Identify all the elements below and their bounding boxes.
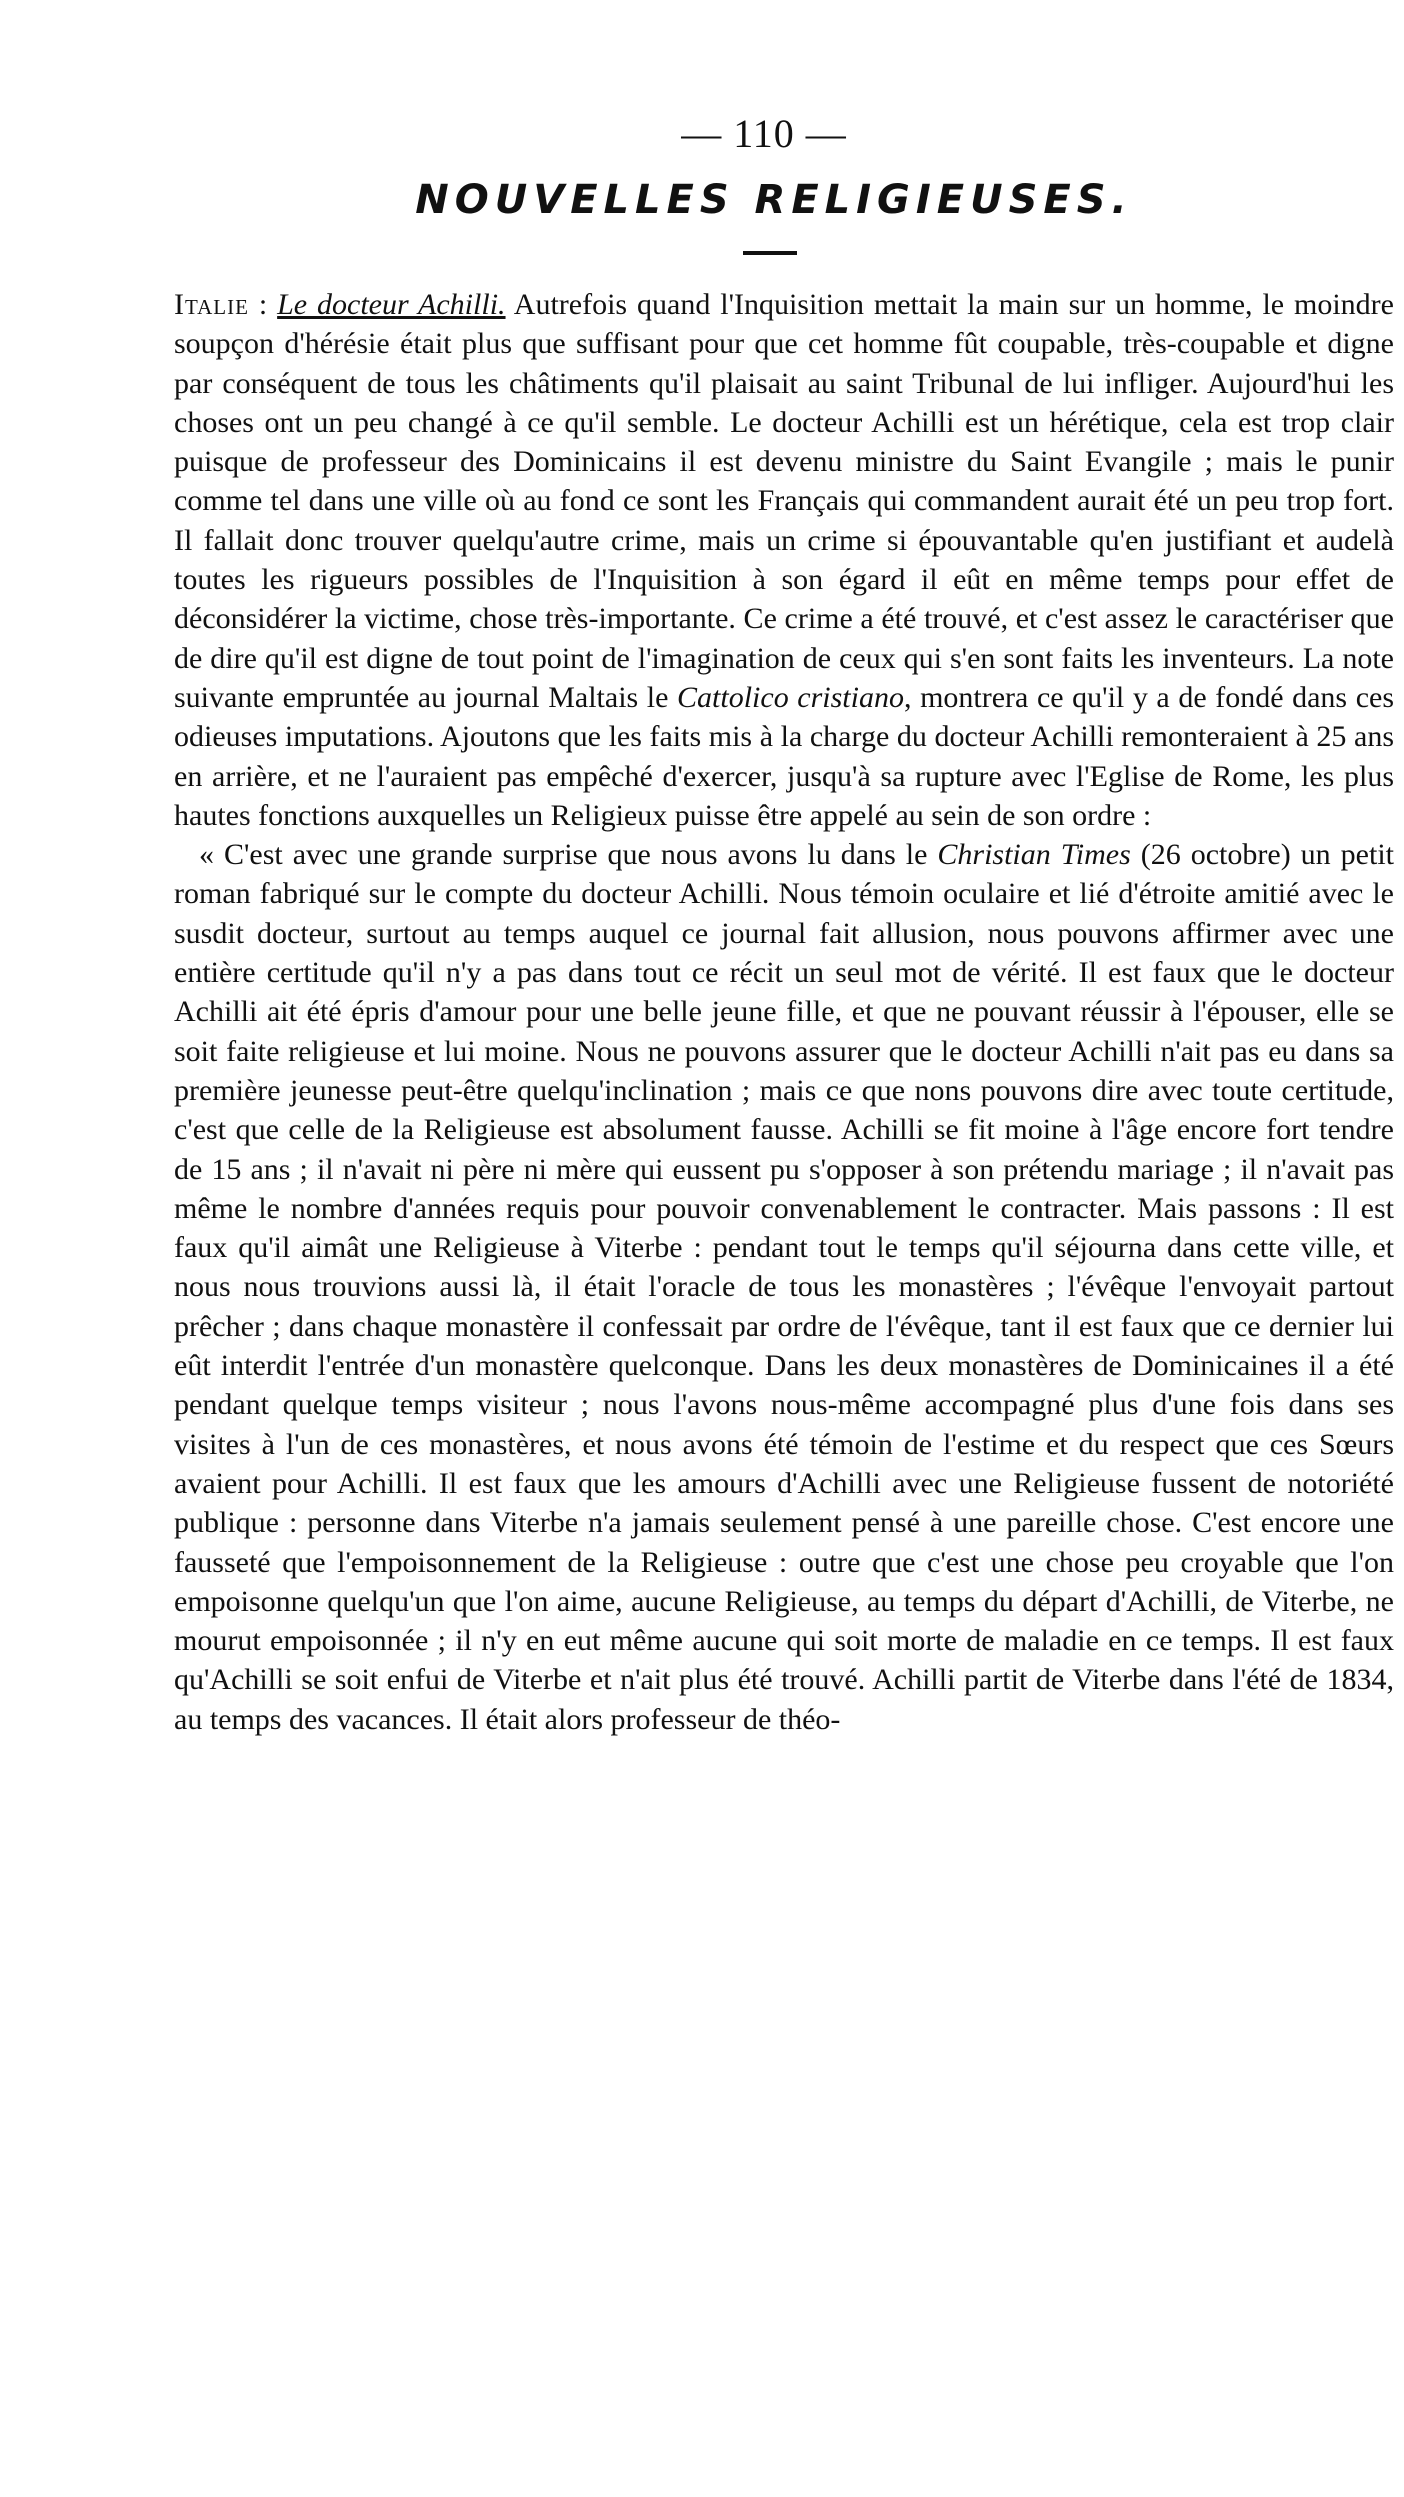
article-subject: Le docteur Achilli. xyxy=(277,288,506,321)
paragraph-text: (26 octobre) un petit roman fabriqué sur le compte du docteur Achilli. Nous témoin oculaire et lié d'étroite amitié avec le susdit docteur, surtout au temps auquel ce journal fait allusion, nous pouvons affirmer avec une entière certitude qu'il n'y a pas dans tout ce récit un seul mot de vérité. Il est faux que le docteur Achilli ait été épris d'amour pour une belle jeune fille, et que ne pouvant réussir à l'épouser, elle se soit faite religieuse et lui moine. Nous ne pouvons assurer que le docteur Achilli n'ait pas eu dans sa première jeunesse peut-être quelqu'inclination ; mais ce que nons pouvons dire avec toute certitude, c'est que celle de la Religieuse est absolument fausse. Achilli se fit moine à l'âge encore fort tendre de 15 ans ; il n'avait ni père ni mère qui eussent pu s'opposer à son prétendu mariage ; il n'avait pas même le nombre d'années requis pour pouvoir convenablement le contracter. Mais passons : Il est faux qu'il aimât une Religieuse à Viterbe : pendant tout le temps qu'il séjourna dans cette ville, et nous nous trouvions aussi là, il était l'oracle de tous les monastères ; l'évêque l'envoyait partout prêcher ; dans chaque monastère il confessait par ordre de l'évêque, tant il est faux que ce dernier lui eût interdit l'entrée d'un monastère quelconque. Dans les deux monastères de Dominicaines il a été pendant quelque temps visiteur ; nous l'avons nous-même accompagné plus d'une fois dans ses visites à l'un de ces monastères, et nous avons été témoin de l'estime et du respect que ces Sœurs avaient pour Achilli. Il est faux que les amours d'Achilli avec une Religieuse fussent de notoriété publique : personne dans Viterbe n'a jamais seulement pensé à une pareille chose. C'est encore une fausseté que l'empoisonnement de la Religieuse : outre que c'est une chose peu croyable que l'on empoisonne quelqu'un que l'on aime, aucune Religieuse, au temps du départ d'Achilli, de Viterbe, ne mourut empoisonnée ; il n'y en eut même aucune qui soit morte de maladie en ce temps. Il est faux qu'Achilli se soit enfui de Viterbe et n'ait plus été trouvé. Achilli partit de Viterbe dans l'été de 1834, au temps des vacances. Il était alors professeur de théo- xyxy=(174,838,1394,1736)
journal-name: Christian Times xyxy=(937,838,1131,872)
paragraph-text: Autrefois quand l'Inquisition mettait la main sur un homme, le moindre soupçon d'hérésie était plus que suffisant pour que cet homme fût coupable, très-coupable et digne par conséquent de tous les châtiments qu'il plaisait au saint Tribunal de lui infliger. Aujourd'hui les choses ont un peu changé à ce qu'il semble. Le docteur Achilli est un hérétique, cela est trop clair puisque de professeur des Dominicains il est devenu ministre du Saint Evangile ; mais le punir comme tel dans une ville où au fond ce sont les Français qui commandent aurait été un peu trop fort. Il fallait donc trouver quelqu'autre crime, mais un crime si épouvantable qu'en justifiant et audelà toutes les rigueurs possibles de l'Inquisition à son égard il eût en même temps pour effet de déconsidérer la victime, chose très-importante. Ce crime a été trouvé, et c'est assez le caractériser que de dire qu'il est digne de tout point de l'imagination de ceux qui s'en sont faits les inventeurs. La note suivante empruntée au journal Maltais le xyxy=(174,288,1394,714)
paragraph-quote xyxy=(174,835,1394,1739)
section-title: NOUVELLES RELIGIEUSES. xyxy=(415,177,1133,223)
location-colon: : xyxy=(248,288,278,321)
paragraph-text: « C'est avec une grande surprise que nous avons lu dans le xyxy=(199,838,938,872)
journal-name: Cattolico cristiano xyxy=(677,680,904,714)
title-divider xyxy=(743,251,797,255)
page-number: — 110 — xyxy=(681,111,847,156)
document-page xyxy=(174,110,1394,1739)
paragraph-italie xyxy=(174,285,1394,835)
location-label: Italie xyxy=(174,288,249,321)
paragraph-text: , montrera ce qu'il y a de fondé dans ces odieuses imputations. Ajoutons que les faits mis à la charge du docteur Achilli remonteraient à 25 ans en arrière, et ne l'auraient pas empêché d'exercer, jusqu'à sa rupture avec l'Eglise de Rome, les plus hautes fonctions auxquelles un Religieux puisse être appelé au sein de son ordre : xyxy=(174,680,1394,832)
